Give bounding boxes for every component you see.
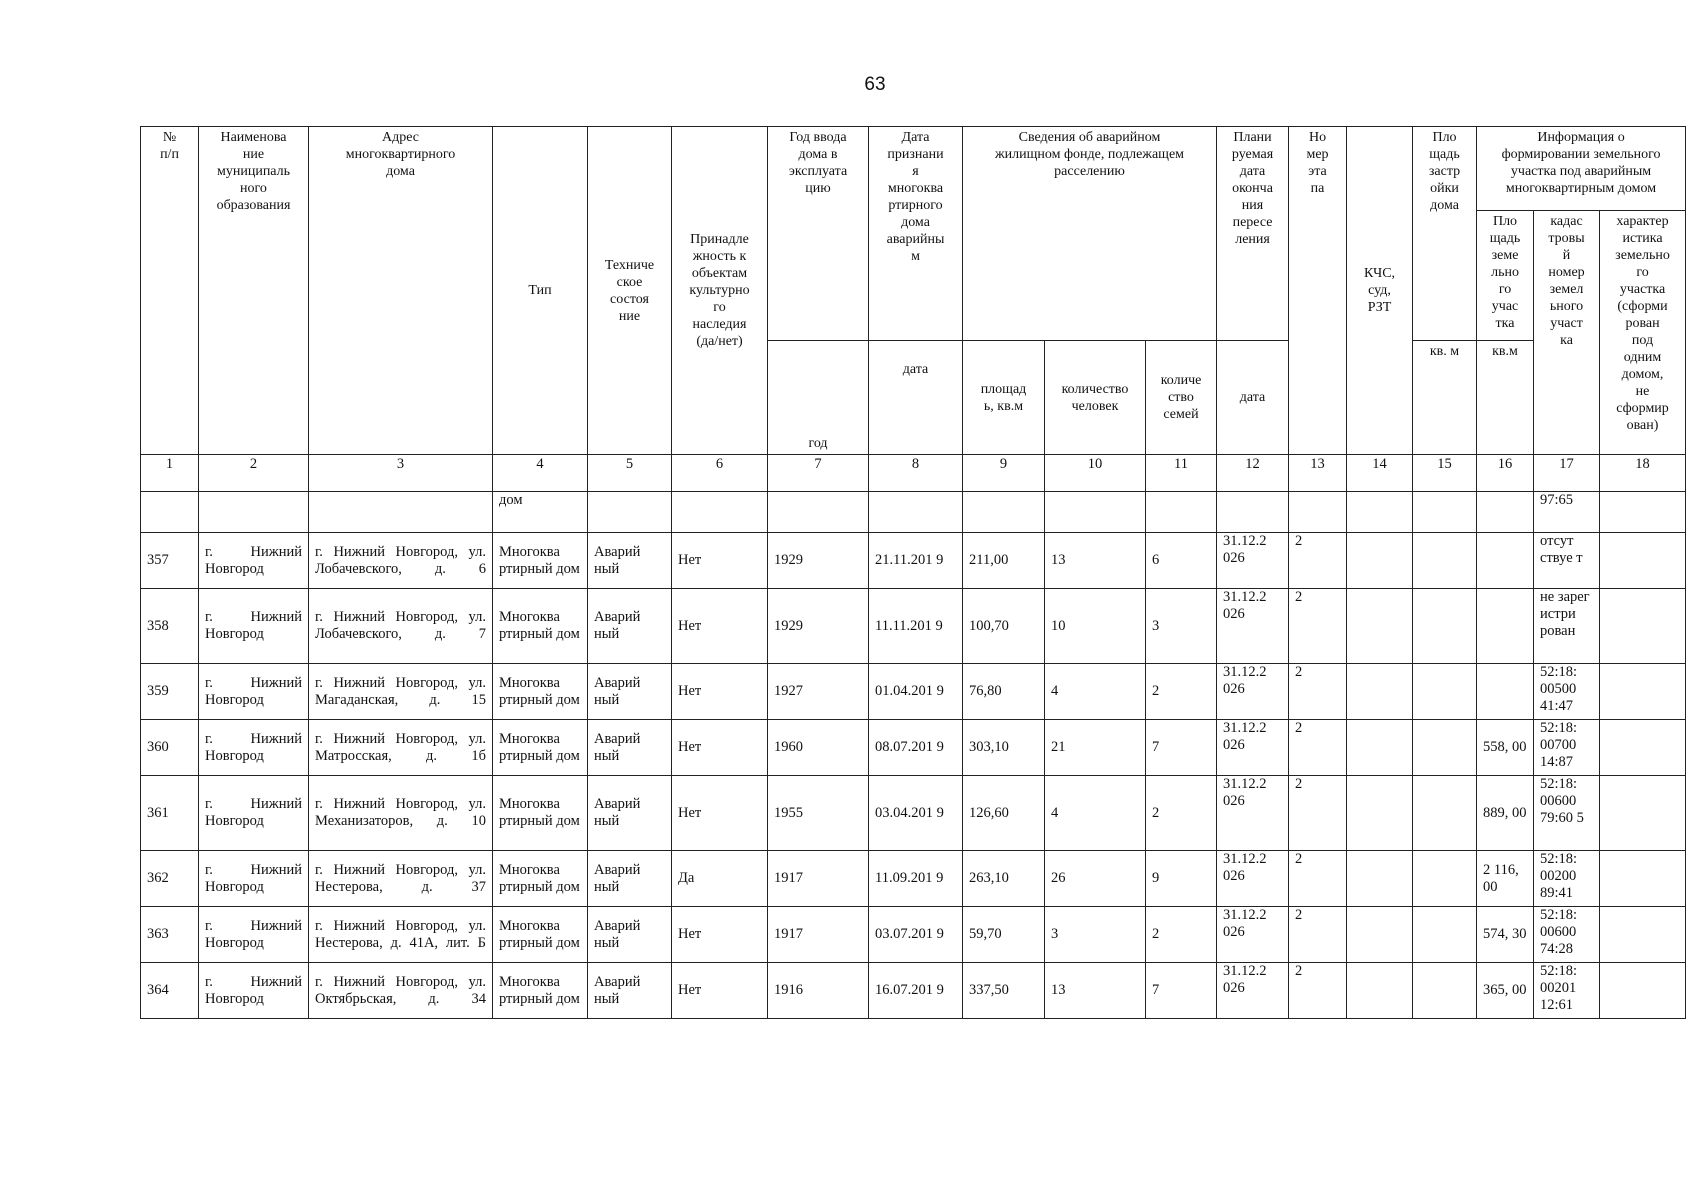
- cell-area: 59,70: [963, 907, 1045, 963]
- header-people: количество человек: [1045, 341, 1146, 455]
- cell-condition: Аварий ный: [588, 533, 672, 589]
- cell-families-count: 9: [1146, 851, 1217, 907]
- header-year-sub: год: [768, 341, 869, 455]
- cell-families-count: 7: [1146, 720, 1217, 776]
- cell-emergency-date: 11.09.201 9: [869, 851, 963, 907]
- cell-people-count: 21: [1045, 720, 1146, 776]
- header-planned-date: Плани руемая дата оконча ния пересе ления: [1217, 127, 1289, 341]
- cell-row-number: 364: [141, 963, 199, 1019]
- cell-cadastral-number: 52:18: 00600 74:28: [1534, 907, 1600, 963]
- cell-year-built: 1955: [768, 776, 869, 851]
- cell-cadastral-number: не зарег истри рован: [1534, 589, 1600, 664]
- cell-land-area: 574, 30: [1477, 907, 1534, 963]
- cell-land-characteristic: [1600, 963, 1686, 1019]
- header-address: Адрес многоквартирного дома: [309, 127, 493, 455]
- cell-heritage: Нет: [672, 589, 768, 664]
- cell-people-count: 10: [1045, 589, 1146, 664]
- cell-year-built: 1929: [768, 533, 869, 589]
- cell-address: г. Нижний Новгород, ул. Лобачевского, д. 6: [309, 533, 493, 589]
- cell-area: 303,10: [963, 720, 1045, 776]
- cell-planned-date: 31.12.2 026: [1217, 776, 1289, 851]
- cell-land-characteristic: [1600, 589, 1686, 664]
- table-row: [141, 720, 1686, 776]
- cell-municipality: г. Нижний Новгород: [199, 664, 309, 720]
- cell-heritage: Нет: [672, 776, 768, 851]
- cell-land-characteristic: [1600, 851, 1686, 907]
- column-number: 17: [1534, 455, 1600, 492]
- header-planned-date-sub: дата: [1217, 341, 1289, 455]
- cell-stage-number: 2: [1289, 851, 1347, 907]
- cell-area: 211,00: [963, 533, 1045, 589]
- column-number: 12: [1217, 455, 1289, 492]
- cell-cadastral-number: отсут ствуе т: [1534, 533, 1600, 589]
- cell-cadastral-number: 52:18: 00500 41:47: [1534, 664, 1600, 720]
- column-number: 6: [672, 455, 768, 492]
- column-number: 7: [768, 455, 869, 492]
- column-numbers-row: [141, 455, 1686, 492]
- cell-stage-number: 2: [1289, 963, 1347, 1019]
- column-number: 18: [1600, 455, 1686, 492]
- cell-people-count: 3: [1045, 907, 1146, 963]
- cell-heritage: Нет: [672, 963, 768, 1019]
- cell-row-number: 359: [141, 664, 199, 720]
- cell-kchs: [1347, 851, 1413, 907]
- cell-house-type: Многоква ртирный дом: [493, 664, 588, 720]
- cell-building-area: [1413, 720, 1477, 776]
- cell-people-count: 13: [1045, 963, 1146, 1019]
- cell-land-characteristic: [1600, 776, 1686, 851]
- cell-kchs: [1347, 963, 1413, 1019]
- cell-cadastral-number: 52:18: 00200 89:41: [1534, 851, 1600, 907]
- header-heritage: Принадле жность к объектам культурно го наследия (да/нет): [672, 127, 768, 455]
- cell-house-type: Многоква ртирный дом: [493, 851, 588, 907]
- cell-kchs: [1347, 664, 1413, 720]
- cell-address: г. Нижний Новгород, ул. Механизаторов, д. 10: [309, 776, 493, 851]
- column-number: 4: [493, 455, 588, 492]
- cell-people-count: 4: [1045, 664, 1146, 720]
- table-row: [141, 664, 1686, 720]
- cell-address: г. Нижний Новгород, ул. Магаданская, д. 15: [309, 664, 493, 720]
- cell-land-area: 558, 00: [1477, 720, 1534, 776]
- cell-year-built: 1929: [768, 589, 869, 664]
- cell-planned-date: 31.12.2 026: [1217, 533, 1289, 589]
- table-row: [141, 851, 1686, 907]
- cell-heritage: Нет: [672, 720, 768, 776]
- header-area: площад ь, кв.м: [963, 341, 1045, 455]
- cell-year-built: 1927: [768, 664, 869, 720]
- cell-emergency-date: 11.11.201 9: [869, 589, 963, 664]
- column-number: 5: [588, 455, 672, 492]
- cell-house-type: Многоква ртирный дом: [493, 963, 588, 1019]
- cell-emergency-date: 21.11.201 9: [869, 533, 963, 589]
- cell-municipality: г. Нижний Новгород: [199, 720, 309, 776]
- cell-land-area: [1477, 589, 1534, 664]
- cell-condition: Аварий ный: [588, 664, 672, 720]
- cell-families-count: 7: [1146, 963, 1217, 1019]
- cell-heritage: Да: [672, 851, 768, 907]
- cell-families-count: 2: [1146, 907, 1217, 963]
- cell-house-type: Многоква ртирный дом: [493, 907, 588, 963]
- header-land-info: Информация о формировании земельного участка под аварийным многоквартирным домом: [1477, 127, 1686, 211]
- cell-row-number: 360: [141, 720, 199, 776]
- cell-municipality: г. Нижний Новгород: [199, 533, 309, 589]
- cell-row-number: 357: [141, 533, 199, 589]
- cell-planned-date: 31.12.2 026: [1217, 963, 1289, 1019]
- cell-stage-number: 2: [1289, 533, 1347, 589]
- header-technical-condition: Техниче ское состоя ние: [588, 127, 672, 455]
- cell-building-area: [1413, 533, 1477, 589]
- column-number: 3: [309, 455, 493, 492]
- cell-emergency-date: 03.07.201 9: [869, 907, 963, 963]
- cell-emergency-date: 01.04.201 9: [869, 664, 963, 720]
- cell-land-characteristic: [1600, 907, 1686, 963]
- cell-area: 126,60: [963, 776, 1045, 851]
- column-number: 9: [963, 455, 1045, 492]
- cell-land-area: [1477, 664, 1534, 720]
- column-number: 15: [1413, 455, 1477, 492]
- cell-municipality: г. Нижний Новгород: [199, 776, 309, 851]
- cell-land-characteristic: [1600, 720, 1686, 776]
- header-land-area: Пло щадь земе льно го учас тка: [1477, 211, 1534, 341]
- cell-municipality: г. Нижний Новгород: [199, 589, 309, 664]
- cell-year-built: 1916: [768, 963, 869, 1019]
- cell-building-area: [1413, 664, 1477, 720]
- column-number: 8: [869, 455, 963, 492]
- header-emergency-date: Дата признани я многоква ртирного дома аварийны м: [869, 127, 963, 341]
- header-building-area: Пло щадь застр ойки дома: [1413, 127, 1477, 341]
- column-number: 2: [199, 455, 309, 492]
- cell-planned-date: 31.12.2 026: [1217, 720, 1289, 776]
- cell-stage-number: 2: [1289, 720, 1347, 776]
- column-number: 13: [1289, 455, 1347, 492]
- cell-families-count: 3: [1146, 589, 1217, 664]
- cell-house-type: Многоква ртирный дом: [493, 720, 588, 776]
- column-number: 16: [1477, 455, 1534, 492]
- cell-heritage: Нет: [672, 907, 768, 963]
- header-type: Тип: [493, 127, 588, 455]
- header-building-area-unit: кв. м: [1413, 341, 1477, 455]
- cell-land-characteristic: [1600, 533, 1686, 589]
- cell-heritage: Нет: [672, 533, 768, 589]
- cell-year-built: 1960: [768, 720, 869, 776]
- cell-building-area: [1413, 907, 1477, 963]
- cell-stage-number: 2: [1289, 589, 1347, 664]
- cell-condition: Аварий ный: [588, 776, 672, 851]
- cell-house-type: Многоква ртирный дом: [493, 776, 588, 851]
- table-row: [141, 533, 1686, 589]
- cell-kchs: [1347, 533, 1413, 589]
- cell-year-built: 1917: [768, 851, 869, 907]
- cell-condition: Аварий ный: [588, 720, 672, 776]
- header-year-built: Год ввода дома в эксплуата цию: [768, 127, 869, 341]
- cell-municipality: г. Нижний Новгород: [199, 907, 309, 963]
- header-municipality: Наименова ние муниципаль ного образования: [199, 127, 309, 455]
- cell-house-type: Многоква ртирный дом: [493, 533, 588, 589]
- header-land-characteristic: характер истика земельно го участка (сформи рован под одним домом, не сформир ован): [1600, 211, 1686, 455]
- cell-address: г. Нижний Новгород, ул. Матросская, д. 1б: [309, 720, 493, 776]
- cell-address: г. Нижний Новгород, ул. Октябрьская, д. 34: [309, 963, 493, 1019]
- cell-cadastral-number: 52:18: 00201 12:61: [1534, 963, 1600, 1019]
- cell-building-area: [1413, 963, 1477, 1019]
- header-emergency-fund: Сведения об аварийном жилищном фонде, подлежащем расселению: [963, 127, 1217, 341]
- header-stage-number: Но мер эта па: [1289, 127, 1347, 455]
- header-land-area-unit: кв.м: [1477, 341, 1534, 455]
- cell-condition: Аварий ный: [588, 963, 672, 1019]
- cell-cadastral-number: 52:18: 00700 14:87: [1534, 720, 1600, 776]
- cell-emergency-date: 16.07.201 9: [869, 963, 963, 1019]
- page-number: 63: [864, 74, 886, 95]
- cell-land-area: 889, 00: [1477, 776, 1534, 851]
- cell-planned-date: 31.12.2 026: [1217, 851, 1289, 907]
- cell-area: 337,50: [963, 963, 1045, 1019]
- cell-emergency-date: 08.07.201 9: [869, 720, 963, 776]
- cell-families-count: 2: [1146, 776, 1217, 851]
- column-number: 1: [141, 455, 199, 492]
- table-row: [141, 907, 1686, 963]
- continuation-cadastral: 97:65: [1534, 492, 1600, 533]
- cell-house-type: Многоква ртирный дом: [493, 589, 588, 664]
- cell-families-count: 2: [1146, 664, 1217, 720]
- header-date-sub: дата: [869, 341, 963, 455]
- continuation-row: [141, 492, 1686, 533]
- cell-stage-number: 2: [1289, 776, 1347, 851]
- continuation-type: дом: [493, 492, 588, 533]
- cell-kchs: [1347, 720, 1413, 776]
- header-families: количе ство семей: [1146, 341, 1217, 455]
- cell-condition: Аварий ный: [588, 907, 672, 963]
- header-cadastral: кадас тровы й номер земел ьного участ ка: [1534, 211, 1600, 455]
- cell-year-built: 1917: [768, 907, 869, 963]
- cell-stage-number: 2: [1289, 907, 1347, 963]
- cell-heritage: Нет: [672, 664, 768, 720]
- column-number: 11: [1146, 455, 1217, 492]
- cell-kchs: [1347, 589, 1413, 664]
- cell-area: 100,70: [963, 589, 1045, 664]
- cell-families-count: 6: [1146, 533, 1217, 589]
- header-row-number: № п/п: [141, 127, 199, 455]
- column-number: 14: [1347, 455, 1413, 492]
- cell-row-number: 362: [141, 851, 199, 907]
- cell-stage-number: 2: [1289, 664, 1347, 720]
- cell-municipality: г. Нижний Новгород: [199, 963, 309, 1019]
- cell-row-number: 363: [141, 907, 199, 963]
- cell-address: г. Нижний Новгород, ул. Нестерова, д. 37: [309, 851, 493, 907]
- cell-municipality: г. Нижний Новгород: [199, 851, 309, 907]
- cell-building-area: [1413, 589, 1477, 664]
- cell-area: 76,80: [963, 664, 1045, 720]
- cell-building-area: [1413, 776, 1477, 851]
- header-kchs: КЧС, суд, РЗТ: [1347, 127, 1413, 455]
- cell-land-area: 2 116, 00: [1477, 851, 1534, 907]
- cell-planned-date: 31.12.2 026: [1217, 907, 1289, 963]
- cell-condition: Аварий ный: [588, 851, 672, 907]
- cell-building-area: [1413, 851, 1477, 907]
- cell-people-count: 13: [1045, 533, 1146, 589]
- cell-planned-date: 31.12.2 026: [1217, 664, 1289, 720]
- cell-row-number: 358: [141, 589, 199, 664]
- cell-kchs: [1347, 907, 1413, 963]
- cell-address: г. Нижний Новгород, ул. Лобачевского, д. 7: [309, 589, 493, 664]
- column-number: 10: [1045, 455, 1146, 492]
- cell-area: 263,10: [963, 851, 1045, 907]
- table-row: [141, 589, 1686, 664]
- cell-condition: Аварий ный: [588, 589, 672, 664]
- cell-land-characteristic: [1600, 664, 1686, 720]
- table-row: [141, 776, 1686, 851]
- emergency-housing-table: [140, 126, 1686, 1019]
- cell-planned-date: 31.12.2 026: [1217, 589, 1289, 664]
- cell-row-number: 361: [141, 776, 199, 851]
- cell-people-count: 4: [1045, 776, 1146, 851]
- cell-emergency-date: 03.04.201 9: [869, 776, 963, 851]
- cell-land-area: 365, 00: [1477, 963, 1534, 1019]
- cell-kchs: [1347, 776, 1413, 851]
- cell-people-count: 26: [1045, 851, 1146, 907]
- table-row: [141, 963, 1686, 1019]
- cell-address: г. Нижний Новгород, ул. Нестерова, д. 41А, лит. Б: [309, 907, 493, 963]
- cell-cadastral-number: 52:18: 00600 79:60 5: [1534, 776, 1600, 851]
- cell-land-area: [1477, 533, 1534, 589]
